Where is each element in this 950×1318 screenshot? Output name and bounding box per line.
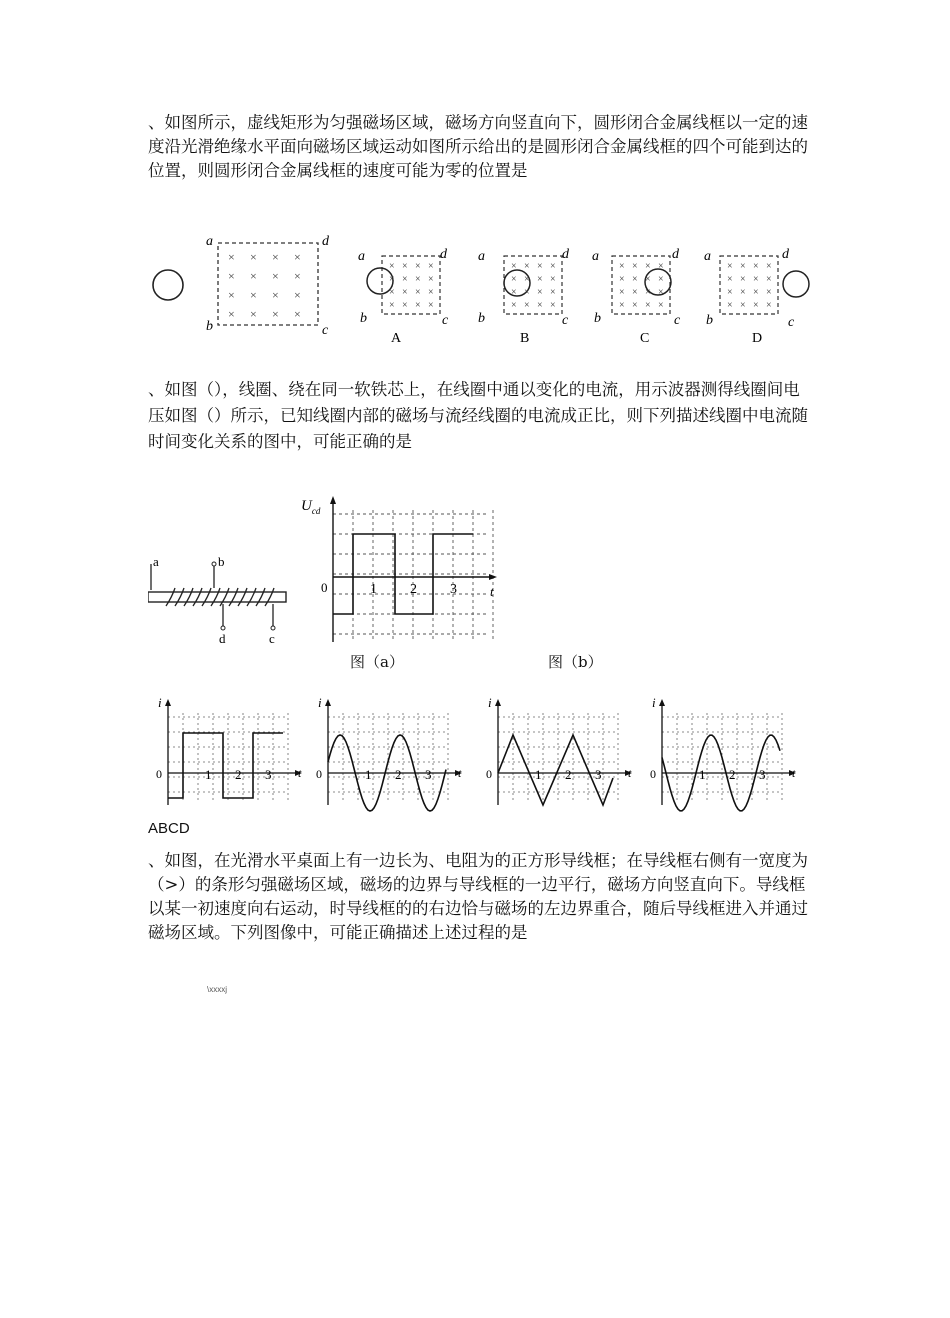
svg-text:×: × [727,274,733,285]
svg-text:×: × [753,287,759,298]
svg-text:×: × [645,274,651,285]
svg-text:×: × [550,274,556,285]
svg-text:×: × [619,261,625,272]
svg-text:×: × [415,274,421,285]
svg-text:×: × [766,287,772,298]
svg-text:×: × [632,261,638,272]
svg-text:×: × [753,300,759,311]
svg-text:c: c [562,313,569,328]
t-axis-label: t [458,766,462,780]
svg-text:×: × [619,300,625,311]
option-b-figure [478,247,570,346]
voltage-origin: 0 [321,580,328,595]
tick-label: 3 [759,767,766,782]
svg-text:×: × [415,300,421,311]
svg-text:b: b [478,311,485,326]
coil-label-b: b [218,554,225,569]
voltage-graph [295,492,500,652]
svg-text:×: × [727,287,733,298]
svg-text:×: × [250,307,257,321]
svg-text:×: × [389,261,395,272]
svg-text:×: × [766,261,772,272]
svg-text:×: × [402,300,408,311]
svg-text:×: × [632,274,638,285]
tick-label: 3 [265,767,272,782]
svg-text:b: b [594,311,601,326]
tick-label: 3 [425,767,432,782]
option-a-figure [358,247,449,346]
svg-text:×: × [389,287,395,298]
svg-text:×: × [740,300,746,311]
origin-label: 0 [486,767,492,781]
svg-text:×: × [272,250,279,264]
svg-text:×: × [428,287,434,298]
tick-label: 1 [535,767,542,782]
t-axis-label: t [628,766,632,780]
svg-text:c: c [674,313,681,328]
origin-label: 0 [316,767,322,781]
svg-text:×: × [511,274,517,285]
origin-label: 0 [156,767,162,781]
svg-text:×: × [272,269,279,283]
question-1-text: 、如图所示，虚线矩形为匀强磁场区域，磁场方向竖直向下，圆形闭合金属线框以一定的速度沿光滑绝缘水平面向磁场区域运动如图所示给出的是圆形闭合金属线框的四个可能到达的位置，则圆形闭合金属线框的速度可能为零的位置是 [148,113,808,180]
svg-text:×: × [402,274,408,285]
svg-text:×: × [415,261,421,272]
svg-text:×: × [766,300,772,311]
svg-text:×: × [294,307,301,321]
question-2-text: 、如图（），线圈、绕在同一软铁芯上，在线圈中通以变化的电流，用示波器测得线圈间电压如图（）所示，已知线圈内部的磁场与流经线圈的电流成正比，则下列描述线圈中电流随时间变化关系的图中，可能正确的是 [148,380,808,451]
svg-text:d: d [782,247,789,262]
current-waveform [168,733,283,798]
svg-text:×: × [550,261,556,272]
svg-text:×: × [402,261,408,272]
svg-text:×: × [389,274,395,285]
svg-text:×: × [428,300,434,311]
svg-text:×: × [658,261,664,272]
i-axis-label: i [158,695,162,710]
svg-text:×: × [766,274,772,285]
svg-text:×: × [537,300,543,311]
coil-figure [148,550,288,650]
svg-text:a: a [478,249,485,264]
svg-text:×: × [524,274,530,285]
svg-text:×: × [753,274,759,285]
svg-text:a: a [704,249,711,264]
tick-label: 2 [729,767,736,782]
svg-text:×: × [428,261,434,272]
svg-text:×: × [658,287,664,298]
tick-label: 2 [235,767,242,782]
option-d-label: D [752,331,763,346]
svg-text:d: d [440,247,447,262]
svg-text:×: × [632,287,638,298]
loop-initial-circle [153,270,183,300]
svg-text:b: b [706,313,713,328]
main-label-b: b [206,319,213,334]
svg-text:×: × [753,261,759,272]
question-3-text: 、如图，在光滑水平桌面上有一边长为、电阻为的正方形导线框；在导线框右侧有一宽度为（>）的条形匀强磁场区域，磁场的边界与导线框的一边平行，磁场方向竖直向下。导线框以某一初速度向右运动，时导线框的的右边恰与磁场的左边界重合，随后导线框进入并通过磁场区域。下列图像中，可能正确描述上述过程的是 [148,851,808,942]
main-label-d: d [322,234,329,249]
svg-text:c: c [442,313,449,328]
svg-text:2: 2 [410,582,417,597]
svg-text:×: × [550,287,556,298]
svg-text:×: × [524,261,530,272]
answer-graph-a [148,695,306,815]
tick-label: 2 [565,767,572,782]
svg-text:×: × [658,300,664,311]
option-a-label: A [391,331,402,346]
svg-text:×: × [294,250,301,264]
svg-text:×: × [537,261,543,272]
tick-label: 1 [365,767,372,782]
svg-text:×: × [272,307,279,321]
svg-text:×: × [524,300,530,311]
svg-text:×: × [537,274,543,285]
voltage-axis-label: $U_{cd}$ [301,498,321,516]
svg-text:×: × [272,288,279,302]
magnetic-field-figure [148,228,816,346]
answer-graph-b [308,695,476,815]
tick-label: 1 [699,767,706,782]
svg-text:×: × [250,288,257,302]
origin-label: 0 [650,767,656,781]
options-label: ABCD [148,820,190,837]
svg-text:a: a [592,249,599,264]
svg-text:×: × [619,287,625,298]
option-d-circle [783,271,809,297]
svg-text:×: × [294,269,301,283]
svg-text:a: a [358,249,365,264]
svg-text:×: × [524,287,530,298]
svg-text:d: d [562,247,569,262]
svg-text:×: × [658,274,664,285]
svg-text:×: × [250,269,257,283]
tick-label: 3 [595,767,602,782]
svg-text:×: × [632,300,638,311]
main-label-c: c [322,323,329,338]
tick-label: 1 [205,767,212,782]
image-fragment-text: \xxxxj [207,985,227,994]
svg-text:×: × [645,287,651,298]
svg-text:×: × [250,250,257,264]
caption-b: 图（b） [548,653,603,671]
answer-graph-d [642,695,804,815]
svg-text:×: × [389,300,395,311]
svg-text:×: × [727,261,733,272]
t-axis-label: t [298,766,302,780]
svg-text:×: × [428,274,434,285]
svg-text:×: × [645,300,651,311]
svg-text:×: × [402,287,408,298]
svg-text:×: × [511,300,517,311]
voltage-t-label: t [490,584,494,599]
answer-graph-c [478,695,640,815]
svg-text:d: d [672,247,679,262]
svg-text:×: × [645,261,651,272]
coil-label-c: c [269,631,275,646]
main-label-a: a [206,234,213,249]
svg-text:×: × [228,307,235,321]
svg-text:b: b [360,311,367,326]
svg-text:3: 3 [450,582,457,597]
svg-text:×: × [228,288,235,302]
svg-text:1: 1 [370,582,377,597]
svg-text:×: × [415,287,421,298]
tick-label: 2 [395,767,402,782]
coil-label-a: a [153,554,159,569]
caption-a: 图（a） [350,653,404,671]
svg-text:×: × [228,269,235,283]
option-c-figure [592,247,681,346]
svg-text:×: × [727,300,733,311]
svg-text:×: × [619,274,625,285]
svg-text:c: c [788,315,795,330]
svg-text:×: × [511,261,517,272]
svg-text:×: × [740,287,746,298]
option-b-label: B [520,331,530,346]
svg-text:×: × [537,287,543,298]
svg-text:×: × [740,274,746,285]
option-c-label: C [640,331,650,346]
i-axis-label: i [652,695,656,710]
svg-text:×: × [294,288,301,302]
main-field-crosses [228,250,301,321]
svg-text:×: × [550,300,556,311]
i-axis-label: i [488,695,492,710]
svg-text:×: × [740,261,746,272]
i-axis-label: i [318,695,322,710]
svg-text:×: × [228,250,235,264]
svg-text:×: × [511,287,517,298]
option-d-figure [704,247,809,346]
t-axis-label: t [792,766,796,780]
coil-label-d: d [219,631,226,646]
